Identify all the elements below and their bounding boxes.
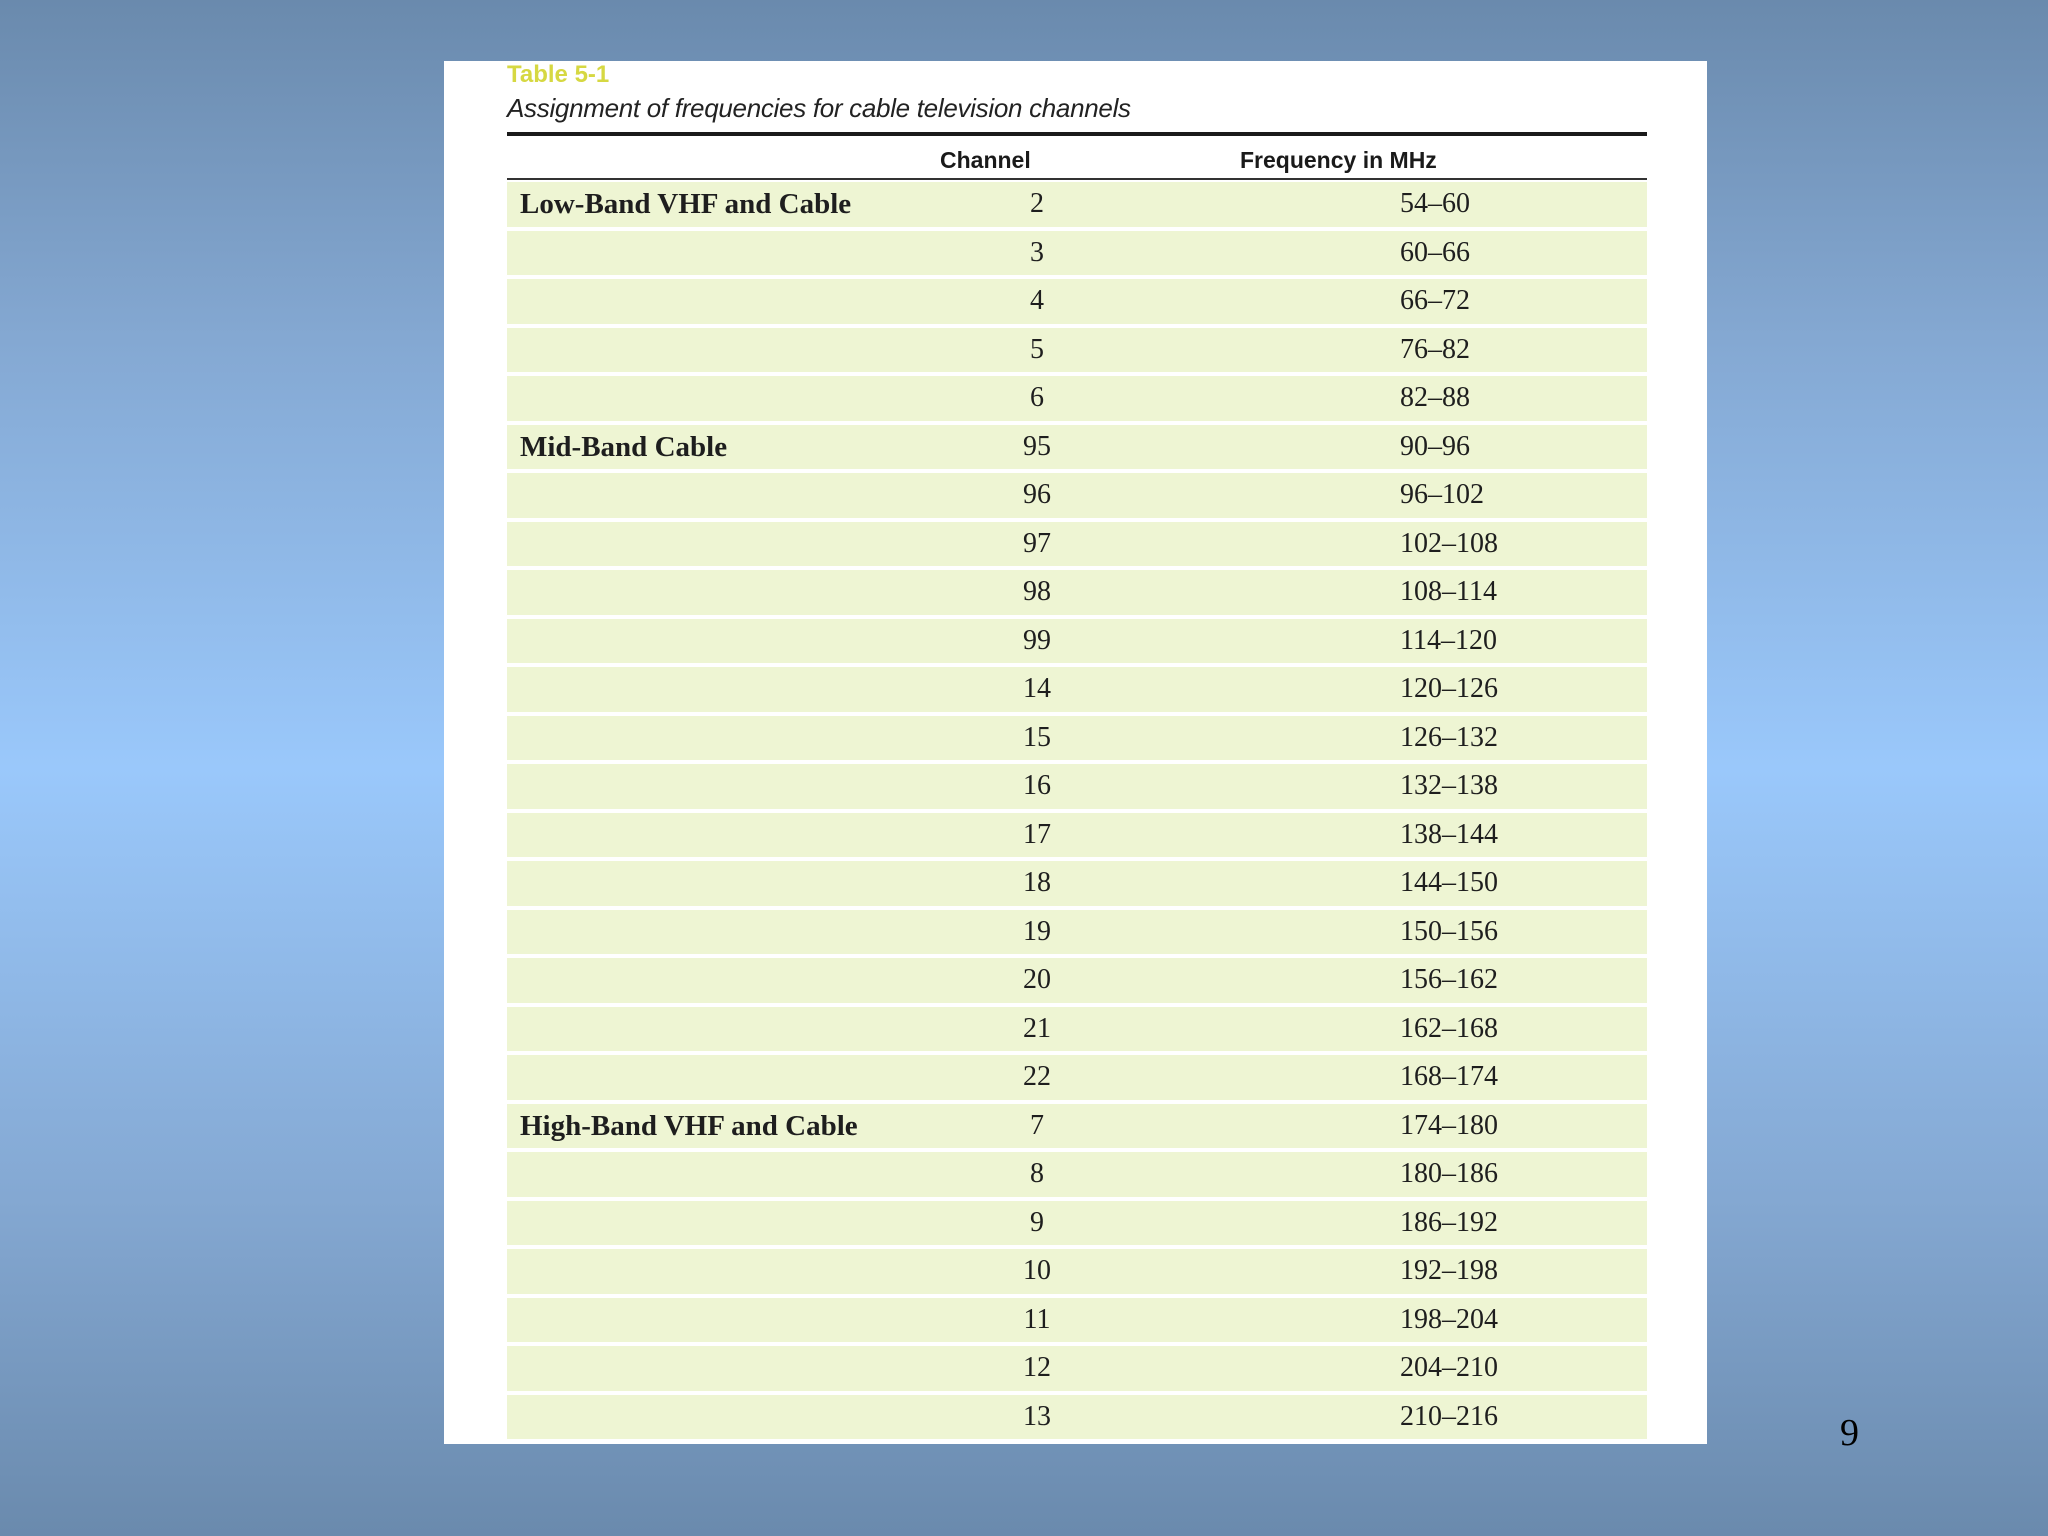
cell-channel: 18 [1023, 867, 1051, 898]
table-row [507, 1249, 1647, 1294]
cell-channel: 21 [1023, 1012, 1051, 1044]
cell-channel: 95 [1023, 430, 1051, 462]
cell-category: High-Band VHF and Cable [520, 1109, 858, 1142]
table-row [507, 473, 1647, 518]
table-row [507, 522, 1647, 567]
table-row [507, 1346, 1647, 1391]
cell-frequency: 120–126 [1400, 673, 1498, 704]
cell-channel: 2 [1030, 188, 1044, 219]
cell-frequency: 108–114 [1400, 576, 1497, 607]
cell-frequency: 90–96 [1400, 430, 1470, 462]
cell-channel: 15 [1023, 721, 1051, 753]
cell-channel: 12 [1023, 1352, 1051, 1383]
cell-channel: 16 [1023, 770, 1051, 801]
cell-frequency: 150–156 [1400, 915, 1498, 947]
cell-channel: 99 [1023, 624, 1051, 656]
cell-channel: 9 [1030, 1206, 1044, 1238]
cell-frequency: 192–198 [1400, 1255, 1498, 1286]
table-row [507, 764, 1647, 809]
table-row [507, 1007, 1647, 1052]
cell-category: Low-Band VHF and Cable [520, 188, 852, 220]
cell-frequency: 162–168 [1400, 1012, 1498, 1044]
table-row [507, 619, 1647, 664]
cell-frequency: 132–138 [1400, 770, 1498, 801]
table-row [507, 667, 1647, 712]
cell-channel: 10 [1023, 1255, 1051, 1286]
cell-frequency: 54–60 [1400, 188, 1470, 219]
cell-frequency: 174–180 [1400, 1109, 1498, 1141]
table-caption: Assignment of frequencies for cable television channels [507, 93, 1131, 123]
cell-frequency: 144–150 [1400, 867, 1498, 898]
cell-frequency: 60–66 [1400, 236, 1470, 268]
cell-channel: 14 [1023, 673, 1051, 704]
table-row [507, 1298, 1647, 1343]
cell-channel: 11 [1023, 1303, 1051, 1335]
cell-channel: 20 [1023, 964, 1051, 995]
cell-category: Mid-Band Cable [520, 430, 728, 463]
cell-frequency: 82–88 [1400, 382, 1470, 413]
cell-frequency: 168–174 [1400, 1061, 1498, 1092]
table-row [507, 716, 1647, 761]
cell-frequency: 198–204 [1400, 1303, 1498, 1335]
cell-frequency: 204–210 [1400, 1352, 1498, 1383]
page-number: 9 [1840, 1412, 1859, 1454]
cell-frequency: 180–186 [1400, 1158, 1498, 1189]
cell-channel: 96 [1023, 479, 1051, 510]
table-top-rule [507, 132, 1647, 136]
cell-frequency: 138–144 [1400, 818, 1498, 850]
header-frequency: Frequency in MHz [1240, 147, 1437, 173]
cell-channel: 97 [1023, 527, 1051, 559]
cell-channel: 6 [1030, 382, 1044, 413]
cell-channel: 8 [1030, 1158, 1044, 1189]
table-row [507, 958, 1647, 1003]
table-row [507, 570, 1647, 615]
table-row [507, 279, 1647, 324]
cell-channel: 17 [1023, 818, 1051, 850]
cell-frequency: 96–102 [1400, 479, 1484, 510]
table-image-panel [444, 61, 1707, 1444]
table-row [507, 1055, 1647, 1100]
cell-frequency: 156–162 [1400, 964, 1498, 995]
table-row [507, 813, 1647, 858]
table-row [507, 182, 1647, 227]
table-row [507, 1395, 1647, 1440]
cell-channel: 13 [1023, 1400, 1051, 1432]
table-label: Table 5-1 [507, 61, 610, 88]
table-row [507, 861, 1647, 906]
cell-frequency: 76–82 [1400, 333, 1470, 365]
header-channel: Channel [940, 147, 1031, 173]
table-header-rule [507, 178, 1647, 180]
table-row [507, 425, 1647, 470]
cell-channel: 3 [1030, 236, 1044, 268]
cell-channel: 5 [1030, 333, 1044, 365]
table-row [507, 231, 1647, 276]
cell-frequency: 66–72 [1400, 285, 1470, 316]
cell-channel: 19 [1023, 915, 1051, 947]
cell-channel: 7 [1030, 1109, 1044, 1141]
table-row [507, 1152, 1647, 1197]
table-row [507, 376, 1647, 421]
table-row [507, 1201, 1647, 1246]
cell-frequency: 126–132 [1400, 721, 1498, 753]
cell-frequency: 114–120 [1400, 624, 1497, 656]
cell-frequency: 186–192 [1400, 1206, 1498, 1238]
table-row [507, 910, 1647, 955]
cell-frequency: 102–108 [1400, 527, 1498, 559]
table-header [507, 141, 1647, 179]
table-body [507, 182, 1647, 1443]
table-row [507, 1104, 1647, 1149]
cell-frequency: 210–216 [1400, 1400, 1498, 1432]
cell-channel: 22 [1023, 1061, 1051, 1092]
cell-channel: 4 [1030, 285, 1044, 316]
table-row [507, 328, 1647, 373]
cell-channel: 98 [1023, 576, 1051, 607]
